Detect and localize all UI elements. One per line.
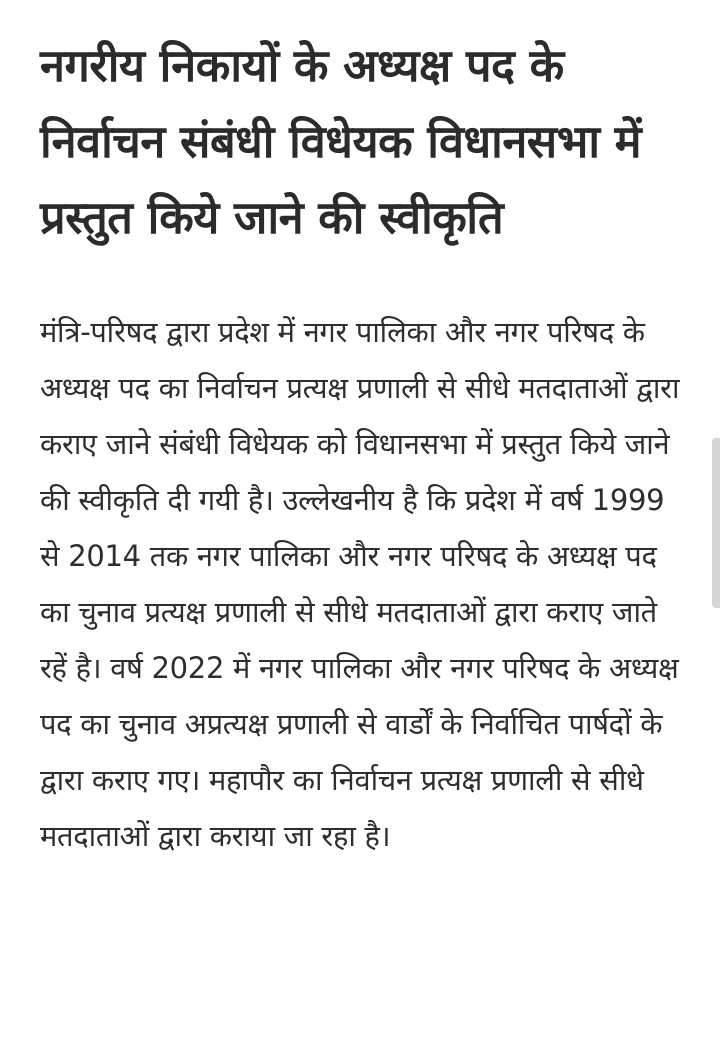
article	[40, 28, 680, 864]
scrollbar[interactable]	[712, 438, 720, 608]
article-headline: नगरीय निकायों के अध्यक्ष पद के निर्वाचन संबंधी विधेयक विधानसभा में प्रस्तुत किये जाने की स्वीकृति	[40, 39, 642, 244]
article-body: मंत्रि-परिषद द्वारा प्रदेश में नगर पालिका और नगर परिषद के अध्यक्ष पद का निर्वाचन प्रत्यक्ष प्रणाली से सीधे मतदाताओं द्वारा कराए जाने संबंधी विधेयक को विधानसभा में प्रस्तुत किये जाने की स्वीकृति दी गयी है। उल्लेखनीय है कि प्रदेश में वर्ष 1999 से 2014 तक नगर पालिका और नगर परिषद के अध्यक्ष पद का चुनाव प्रत्यक्ष प्रणाली से सीधे मतदाताओं द्वारा कराए जाते रहें है। वर्ष 2022 में नगर पालिका और नगर परिषद के अध्यक्ष पद का चुनाव अप्रत्यक्ष प्रणाली से वार्डों के निर्वाचित पार्षदों के द्वारा कराए गए। महापौर का निर्वाचन प्रत्यक्ष प्रणाली से सीधे मतदाताओं द्वारा कराया जा रहा है।	[40, 315, 680, 853]
